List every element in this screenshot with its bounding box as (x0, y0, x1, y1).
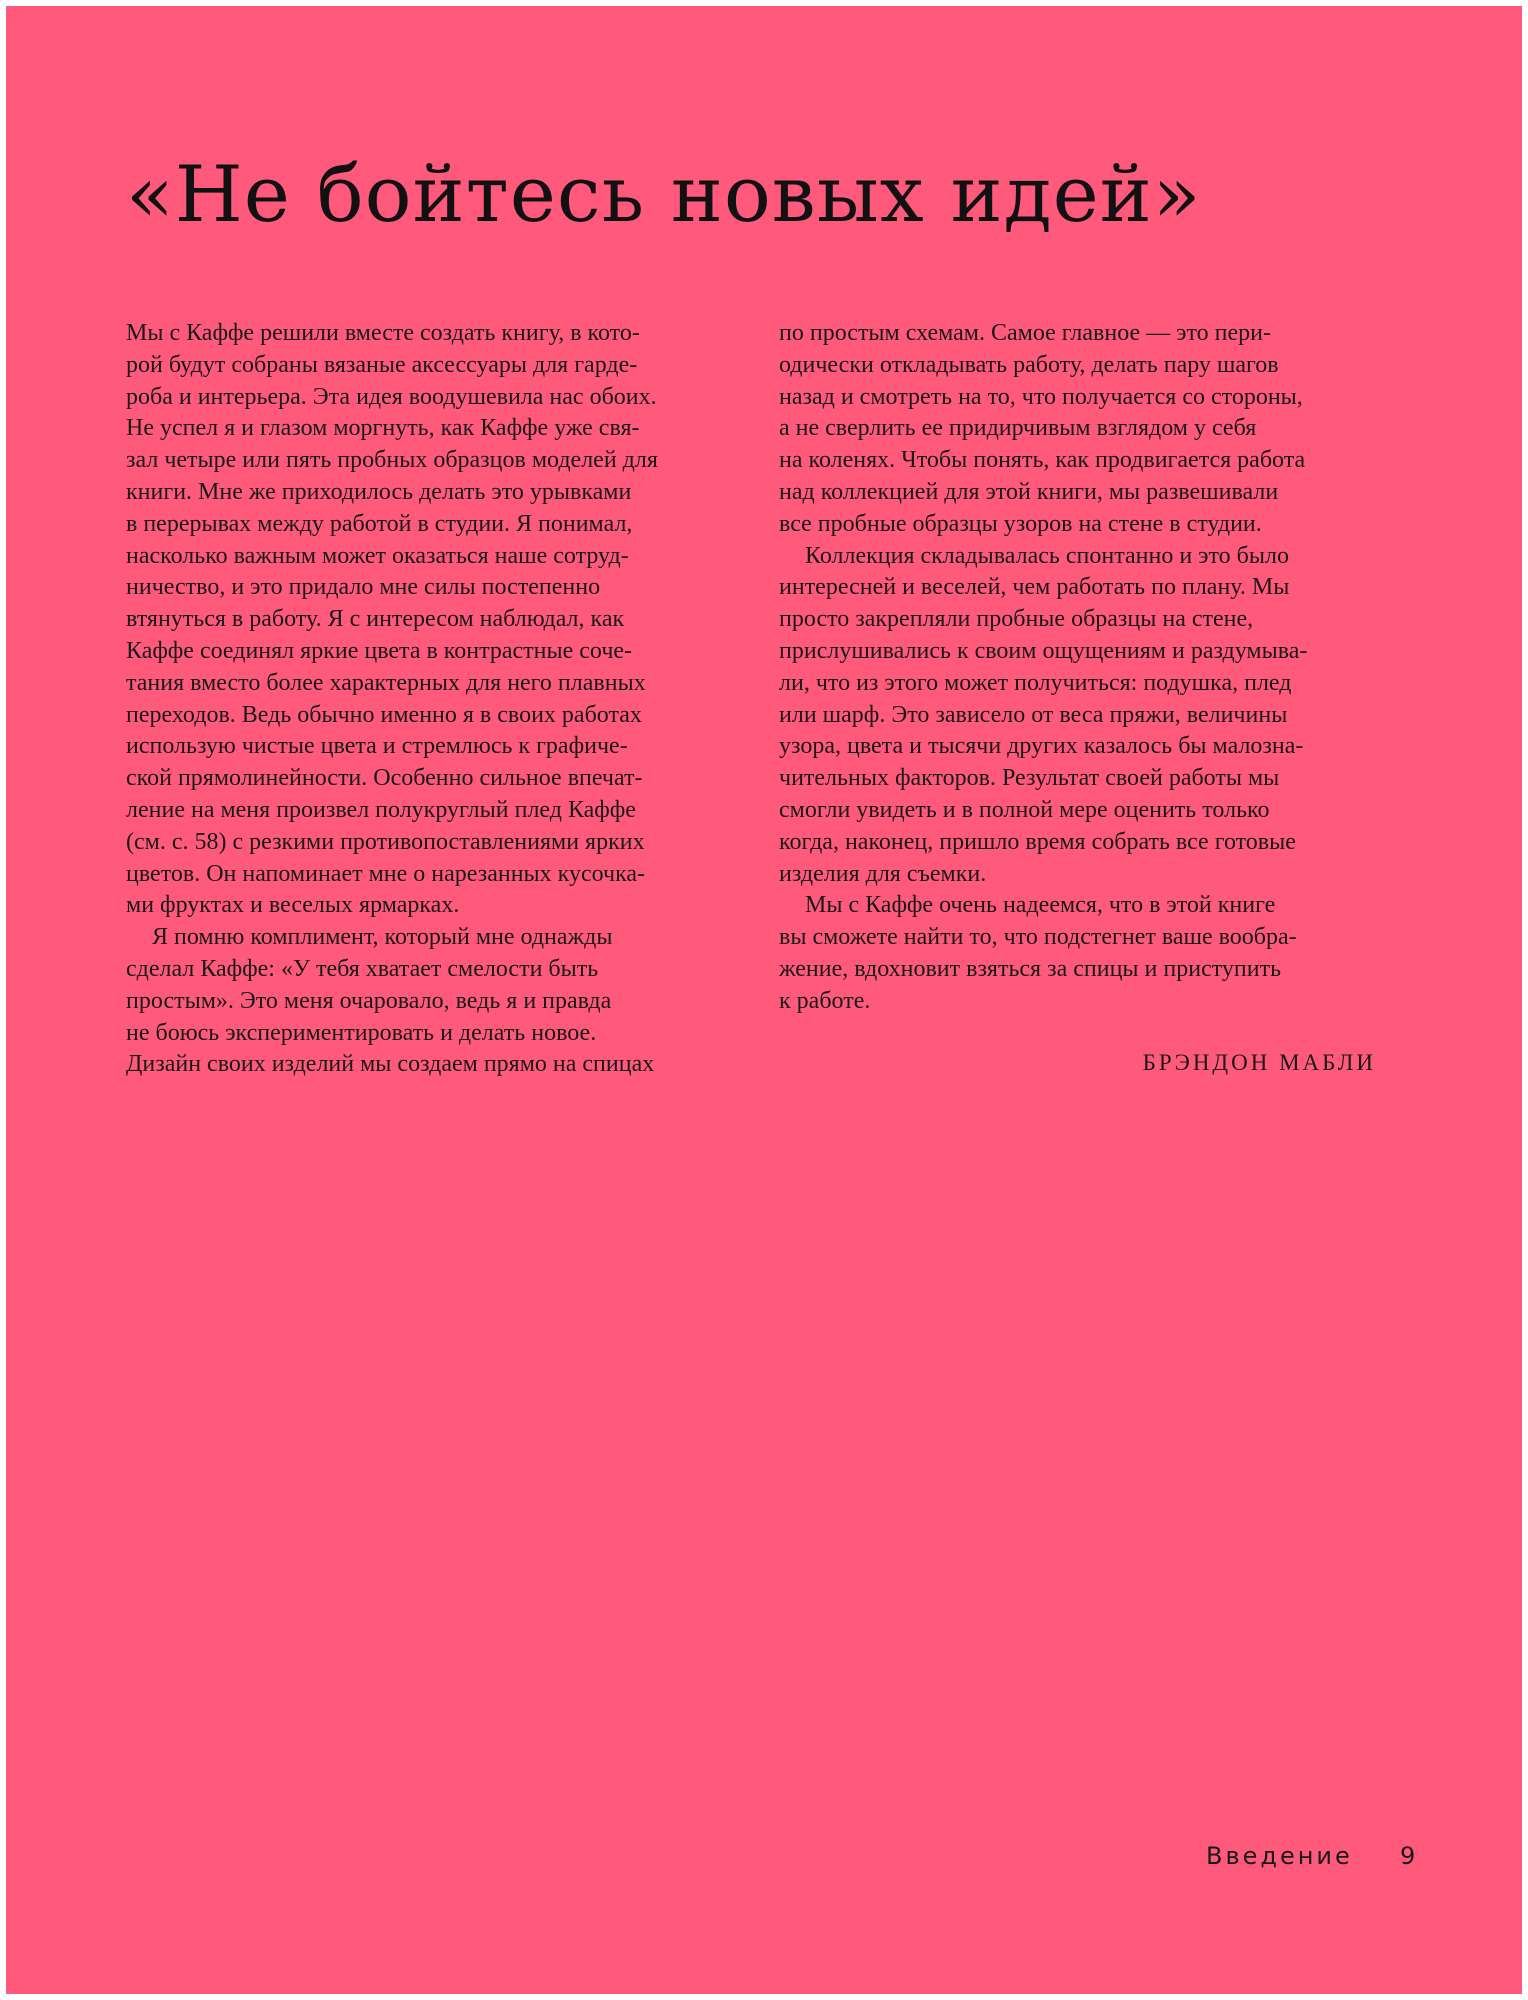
text-line: интересней и веселей, чем работать по плану. Мы (779, 574, 1290, 601)
text-line: использую чистые цвета и стремлюсь к графиче- (126, 733, 628, 760)
text-line: Коллекция складывалась спонтанно и это было (805, 542, 1289, 569)
text-line: прислушивались к своим ощущениям и раздумыва- (779, 637, 1308, 664)
text-line: тания вместо более характерных для него плавных (126, 669, 646, 696)
author-signature: БРЭНДОН МАБЛИ (1142, 1050, 1376, 1075)
text-line: когда, наконец, пришло время собрать все готовые (779, 828, 1296, 855)
text-line: Дизайн своих изделий мы создаем прямо на спицах (126, 1051, 655, 1078)
text-line: сделал Каффе: «У тебя хватает смелости быть (126, 955, 599, 982)
page-number: 9 (1400, 1842, 1416, 1870)
text-line: а не сверлить ее придирчивым взглядом у себя (779, 415, 1257, 442)
right-column (779, 318, 1379, 1018)
text-line: к работе. (779, 987, 871, 1014)
text-line: (см. с. 58) с резкими противопоставлениями ярких (126, 828, 645, 855)
text-line: рой будут собраны вязаные аксессуары для гарде- (126, 351, 638, 378)
text-line: зал четыре или пять пробных образцов моделей для (126, 447, 658, 474)
text-line: в перерывах между работой в студии. Я понимал, (126, 510, 633, 537)
text-line: роба и интерьера. Эта идея воодушевила нас обоих. (126, 383, 657, 410)
text-line: ми фруктах и веселых ярмарках. (126, 892, 460, 919)
text-line: над коллекцией для этой книги, мы развешивали (779, 478, 1279, 505)
text-line: узора, цвета и тысячи других казалось бы малозна- (779, 733, 1304, 760)
text-line: книги. Мне же приходилось делать это урывками (126, 478, 632, 505)
text-line: вы сможете найти то, что подстегнет ваше вообра- (779, 924, 1297, 951)
text-line: переходов. Ведь обычно именно я в своих работах (126, 701, 642, 728)
text-line: Я помню комплимент, который мне однажды (152, 924, 613, 951)
text-line: Не успел я и глазом моргнуть, как Каффе уже свя- (126, 415, 640, 442)
text-line: ничество, и это придало мне силы постепенно (126, 574, 601, 601)
footer-section-name: Введение (1206, 1842, 1353, 1870)
text-line: или шарф. Это зависело от веса пряжи, величины (779, 701, 1288, 728)
text-line: изделия для съемки. (779, 860, 987, 887)
text-line: просто закрепляли пробные образцы на стене, (779, 606, 1254, 633)
text-line: втянуться в работу. Я с интересом наблюдал, как (126, 606, 625, 633)
text-line: чительных факторов. Результат своей работы мы (779, 765, 1280, 792)
text-line: на коленях. Чтобы понять, как продвигается работа (779, 447, 1306, 474)
text-line: смогли увидеть и в полной мере оценить только (779, 796, 1270, 823)
text-line: жение, вдохновит взяться за спицы и приступить (779, 955, 1282, 982)
text-line: Каффе соединял яркие цвета в контрастные соче- (126, 637, 633, 664)
text-line: по простым схемам. Самое главное — это пери- (779, 320, 1271, 346)
left-column (126, 318, 726, 1081)
text-line: ли, что из этого может получиться: подушка, плед (779, 669, 1292, 696)
text-line: цветов. Он напоминает мне о нарезанных кусочка- (126, 860, 646, 887)
text-line: Мы с Каффе очень надеемся, что в этой книге (805, 892, 1276, 919)
text-line: насколько важным может оказаться наше сотруд- (126, 542, 629, 569)
page-title: «Не бойтесь новых идей» (126, 150, 1202, 240)
text-line: ской прямолинейности. Особенно сильное впечат- (126, 765, 643, 792)
text-line: простым». Это меня очаровало, ведь я и правда (126, 987, 612, 1014)
text-line: одически откладывать работу, делать пару шагов (779, 351, 1279, 378)
text-line: все пробные образцы узоров на стене в студии. (779, 510, 1262, 537)
text-line: назад и смотреть на то, что получается со стороны, (779, 383, 1303, 410)
page (6, 6, 1522, 1994)
text-line: не боюсь экспериментировать и делать новое. (126, 1019, 597, 1046)
text-line: Мы с Каффе решили вместе создать книгу, в кото- (126, 320, 640, 346)
text-line: ление на меня произвел полукруглый плед Каффе (126, 796, 636, 823)
